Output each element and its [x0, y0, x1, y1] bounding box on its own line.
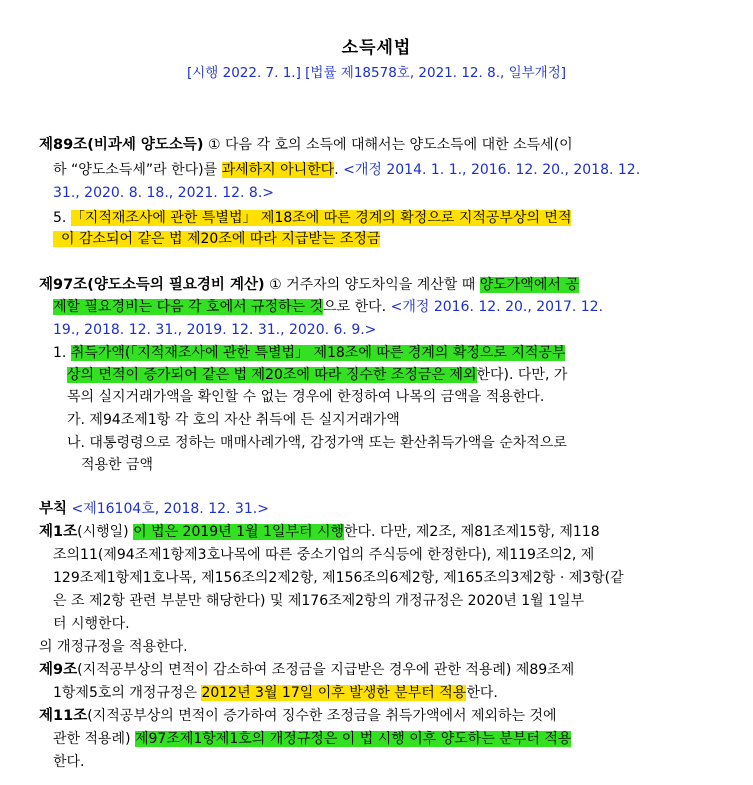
art97-number[interactable]: 제97조: [39, 277, 88, 293]
addenda-art9-text-3: 한다.: [466, 685, 498, 701]
art97-item1-line1: [53, 342, 565, 364]
addenda-art11-highlight: 제97조제1항제1호의 개정규정은 이 법 시행 이후 양도하는 분부터 적용: [134, 731, 572, 747]
art97-revision-link-1[interactable]: <개정 2016. 12. 20., 2017. 12.: [386, 299, 604, 315]
art97-highlight-1: 양도가액에서 공: [479, 277, 579, 293]
addenda-art11-number: 제11조: [39, 708, 88, 724]
art89-heading: (비과세 양도소득): [87, 137, 204, 153]
addenda-header: [39, 498, 269, 520]
art97-revision-link-2[interactable]: 19., 2018. 12. 31., 2019. 12. 31., 2020. 6. 9.>: [53, 322, 377, 338]
art89-item5-line2: [53, 228, 380, 250]
addenda-stray-text: 의 개정규정을 적용한다.: [39, 639, 188, 655]
addenda-art1-line2: 조의11(제94조제1항제3호나목에 따른 중소기업의 주식등에 한정한다), 제119조의2, 제: [53, 547, 595, 563]
addenda-art9-text-1: (지적공부상의 면적이 감소하여 조정금을 지급받은 경우에 관한 적용례) 제89조제: [77, 662, 575, 678]
art89-line2: [53, 159, 640, 181]
art97-text-1: ① 거주자의 양도차익을 계산할 때: [264, 277, 480, 293]
addenda-art11-text-1: (지적공부상의 면적이 증가하여 징수한 조정금을 취득가액에서 제외하는 것에: [87, 708, 557, 724]
addenda-label: 부칙: [39, 501, 68, 517]
art97-item1-line2: [67, 364, 567, 386]
art97-line1: [39, 274, 579, 296]
art97-sub-na-line1: 나. 대통령령으로 정하는 매매사례가액, 감정가액 또는 환산취득가액을 순차적으로: [67, 435, 567, 451]
addenda-art1-line3: 129조제1항제1호나목, 제156조의2제2항, 제156조의6제2항, 제165조의3제2항 · 제3항(같: [53, 570, 624, 586]
art97-sub-ga: 가. 제94조제1항 각 호의 자산 취득에 든 실지거래가액: [67, 412, 400, 428]
art89-item5-line1: [53, 207, 571, 229]
art89-item5-highlight-2: 이 감소되어 같은 법 제20조에 따라 지급받는 조정금: [53, 231, 380, 247]
addenda-art9-text-2: 1항제5호의 개정규정은: [53, 685, 202, 701]
addenda-art1-text-2: 한다. 다만, 제2조, 제81조제15항, 제118: [344, 524, 600, 540]
art97-item1-line3: 목의 실지거래가액을 확인할 수 없는 경우에 한정하여 나목의 금액을 적용한다.: [67, 389, 545, 405]
art89-revision-link-2[interactable]: 31., 2020. 8. 18., 2021. 12. 8.>: [53, 185, 274, 201]
addenda-art11-line1: [39, 705, 557, 727]
art89-revision-link-1[interactable]: <개정 2014. 1. 1., 2016. 12. 20., 2018. 12.: [338, 162, 641, 178]
addenda-art1-text-1: (시행일): [77, 524, 134, 540]
art97-line2: [53, 296, 603, 318]
addenda-art9-line1: [39, 659, 574, 681]
addenda-art11-line2: [53, 728, 571, 750]
addenda-art1-line4: 은 조 제2항 관련 부분만 해당한다) 및 제176조제2항의 개정규정은 2020년 1월 1일부: [53, 593, 585, 609]
addenda-reference-link[interactable]: <제16104호, 2018. 12. 31.>: [67, 501, 269, 517]
addenda-art1-line5: 터 시행한다.: [53, 616, 130, 632]
art97-highlight-2: 제할 필요경비는 다음 각 호에서 규정하는 것: [53, 299, 324, 315]
art97-item1-highlight-2: 상의 면적이 증가되어 같은 법 제20조에 따라 징수한 조정금은 제외: [67, 367, 477, 383]
law-title: 소득세법: [341, 38, 412, 58]
addenda-art1-line1: [39, 521, 600, 543]
art89-item5-highlight-1: 「지적재조사에 관한 특별법」 제18조에 따른 경계의 확정으로 지적공부상의 면적: [70, 210, 572, 226]
art89-line1: [39, 134, 573, 156]
art89-number[interactable]: 제89조: [39, 137, 88, 153]
art97-item1-text-2: 한다). 다만, 가: [476, 367, 568, 383]
addenda-art9-number: 제9조: [39, 662, 78, 678]
art89-item5-number: 5.: [53, 210, 71, 226]
addenda-art1-highlight: 이 법은 2019년 1월 1일부터 시행: [133, 524, 344, 540]
art89-period: .: [334, 162, 339, 178]
art89-highlight-1: 과세하지 아니한다: [221, 162, 335, 178]
law-enforcement-info[interactable]: [시행 2022. 7. 1.] [법률 제18578호, 2021. 12. 8., 일부개정]: [186, 65, 567, 81]
addenda-art9-line2: [53, 682, 498, 704]
art89-text-1: ① 다음 각 호의 소득에 대해서는 양도소득에 대한 소득세(이: [203, 137, 573, 153]
art97-item1-highlight-1: 취득가액(「지적재조사에 관한 특별법」 제18조에 따른 경계의 확정으로 지적공부: [70, 345, 566, 361]
addenda-art9-highlight: 2012년 3월 17일 이후 발생한 분부터 적용: [201, 685, 467, 701]
art97-item1-number: 1.: [53, 345, 71, 361]
art97-sub-na-line2: 적용한 금액: [81, 457, 154, 473]
addenda-art11-text-2: 관한 적용례): [53, 731, 135, 747]
art97-text-2: 으로 한다.: [323, 299, 387, 315]
art97-heading: (양도소득의 필요경비 계산): [87, 277, 265, 293]
art89-text-2: 하 “양도소득세”라 한다)를: [53, 162, 222, 178]
addenda-art1-number: 제1조: [39, 524, 78, 540]
addenda-art11-line3: 한다.: [53, 754, 85, 770]
